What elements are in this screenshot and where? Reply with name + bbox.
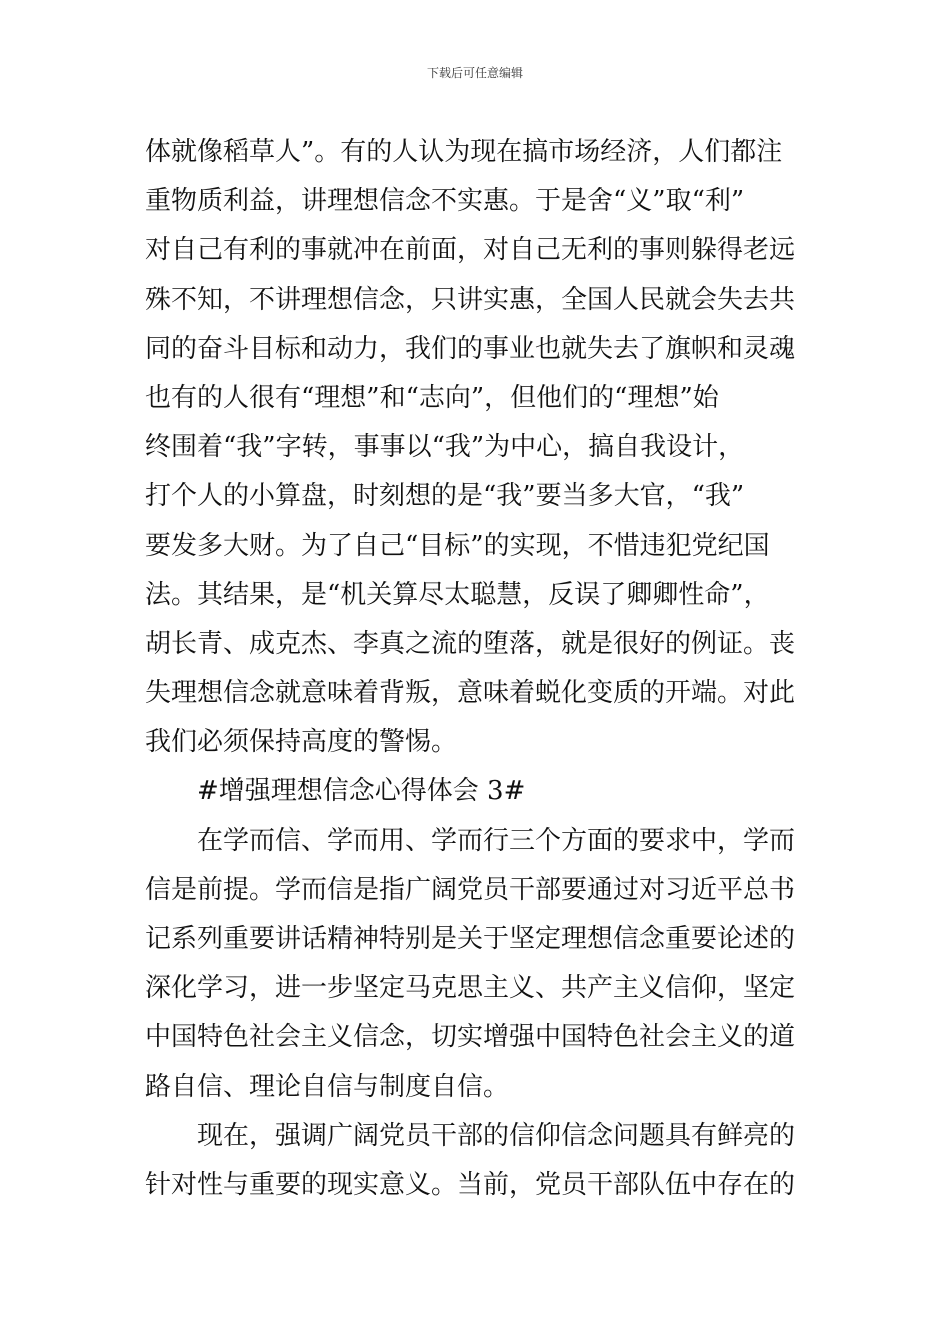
text-line: 我们必须保持高度的警惕。 <box>145 727 458 758</box>
text-line: 打个人的小算盘，时刻想的是“我”要当多大官，“我” <box>145 481 745 512</box>
text-line: 要发多大财。为了自己“目标”的实现，不惜违犯党纪国 <box>145 530 770 561</box>
text-line: 殊不知，不讲理想信念，只讲实惠，全国人民就会失去共 <box>145 284 796 315</box>
text-line: 体就像稻草人”。有的人认为现在搞市场经济，人们都注 <box>145 137 783 167</box>
text-line: 终围着“我”字转，事事以“我”为中心，搞自我设计， <box>145 432 745 463</box>
text-line: 胡长青、成克杰、李真之流的堕落，就是很好的例证。丧 <box>145 628 796 659</box>
section-heading: #增强理想信念心得体会 3# <box>197 776 526 807</box>
text-line: 中国特色社会主义信念，切实增强中国特色社会主义的道 <box>145 1022 796 1053</box>
text-line: 信是前提。学而信是指广阔党员干部要通过对习近平总书 <box>145 874 796 905</box>
page-header: 下载后可任意编辑 <box>426 66 523 80</box>
text-line: 深化学习，进一步坚定马克思主义、共产主义信仰，坚定 <box>145 973 796 1004</box>
text-line: 法。其结果，是“机关算尽太聪慧，反误了卿卿性命”， <box>145 579 770 610</box>
text-line: 路自信、理论自信与制度自信。 <box>145 1071 510 1102</box>
text-line: 同的奋斗目标和动力，我们的事业也就失去了旗帜和灵魂 <box>145 333 796 364</box>
paragraph-start-line: 现在，强调广阔党员干部的信仰信念问题具有鲜亮的 <box>197 1120 796 1151</box>
document-body <box>145 128 807 1210</box>
text-line: 重物质利益，讲理想信念不实惠。于是舍“义”取“利” <box>145 186 745 217</box>
text-line: 记系列重要讲话精神特别是关于坚定理想信念重要论述的 <box>145 924 796 954</box>
text-line: 对自己有利的事就冲在前面，对自己无利的事则躲得老远 <box>145 235 796 266</box>
text-line: 失理想信念就意味着背叛，意味着蜕化变质的开端。对此 <box>145 678 796 709</box>
text-line: 也有的人很有“理想”和“志向”，但他们的“理想”始 <box>145 382 719 413</box>
text-line: 针对性与重要的现实意义。当前，党员干部队伍中存在的 <box>145 1169 796 1200</box>
paragraph-start-line: 在学而信、学而用、学而行三个方面的要求中，学而 <box>197 825 796 856</box>
